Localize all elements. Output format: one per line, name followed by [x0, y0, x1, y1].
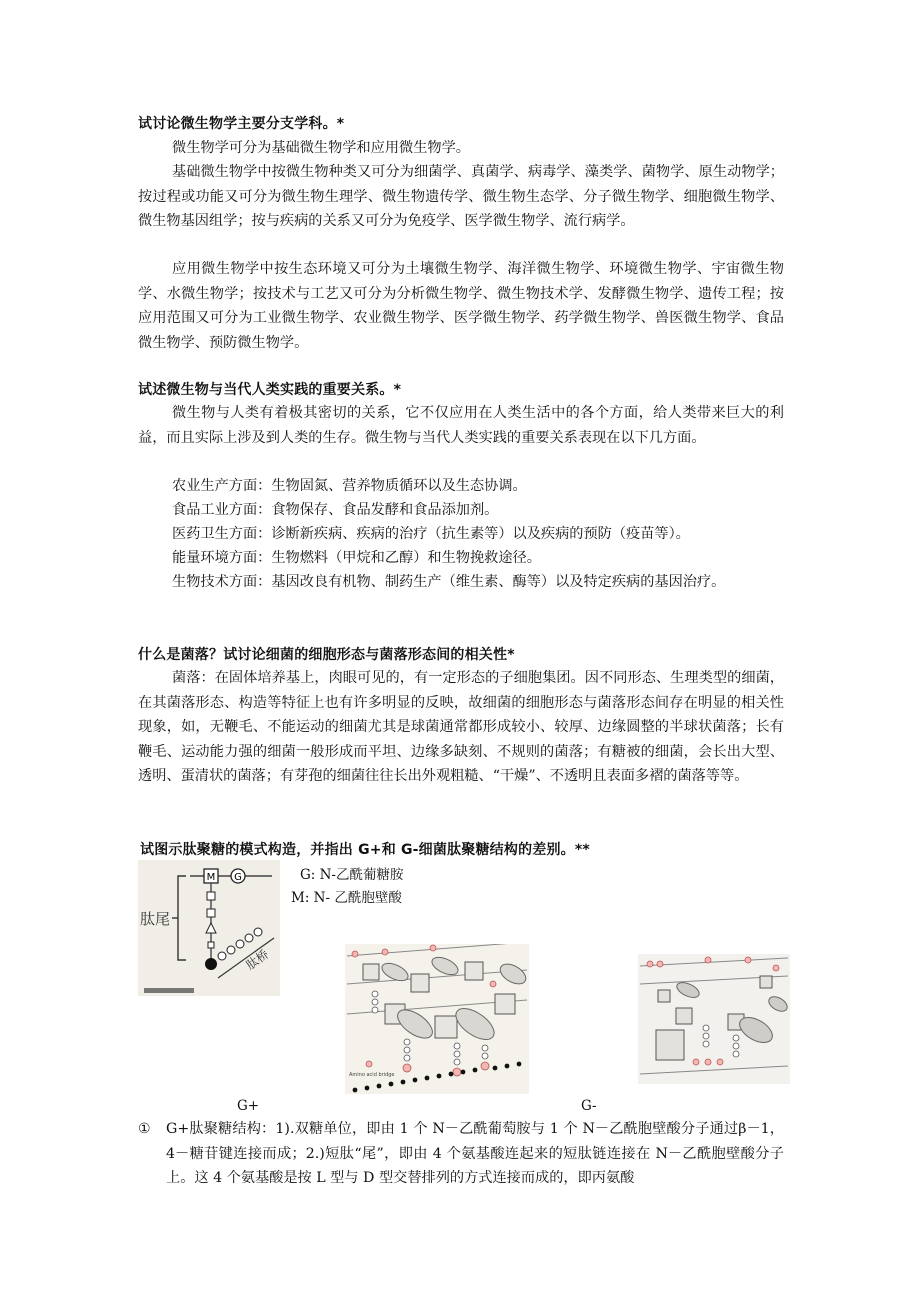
caption-gram-positive: G+ [237, 1098, 260, 1114]
section-heading-4: 试图示肽聚糖的模式构造，并指出 G+和 G-细菌肽聚糖结构的差别。** [140, 842, 590, 858]
svg-text:G: G [234, 872, 242, 883]
gram-positive-structure [345, 944, 529, 1094]
paragraph: 微生物学可分为基础微生物学和应用微生物学。 [172, 140, 470, 156]
item-text: G+肽聚糖结构：1).双糖单位，即由 1 个 N－乙酰葡萄胺与 1 个 N－乙酰胞壁酸分子通过β－1，4－糖苷键连接而成；2.)短肽“尾”，即由 4 个氨基酸连起来的短肽链连接在 N－乙酰胞壁酸分子上。这 4 个氨基酸是按 L 型与 D 型交替排列的方式连接而成的，即丙氨酸 [166, 1121, 784, 1187]
peptidoglycan-schematic [138, 860, 280, 996]
numbered-item [138, 1117, 784, 1191]
section-heading-3: 什么是菌落？试讨论细菌的细胞形态与菌落形态间的相关性* [138, 647, 515, 663]
paragraph: 食品工业方面：食物保存、食品发酵和食品添加剂。 [172, 502, 499, 518]
svg-text:M: M [206, 872, 216, 883]
paragraph: 生物技术方面：基因改良有机物、制药生产（维生素、酶等）以及特定疾病的基因治疗。 [172, 574, 726, 590]
gpos-drawing [345, 944, 529, 1094]
section-heading-1: 试讨论微生物学主要分支学科。* [138, 116, 345, 132]
paragraph: 微生物与人类有着极其密切的关系，它不仅应用在人类生活中的各个方面，给人类带来巨大的利益，而且实际上涉及到人类的生存。微生物与当代人类实践的重要关系表现在以下几方面。 [138, 405, 784, 446]
paragraph: 农业生产方面：生物固氮、营养物质循环以及生态协调。 [172, 478, 527, 494]
item-number: ① [138, 1121, 151, 1137]
paragraph: 菌落：在固体培养基上，肉眼可见的，有一定形态的子细胞集团。因不同形态、生理类型的细菌，在其菌落形态、构造等特征上也有许多明显的反映，故细菌的细胞形态与菌落形态间存在明显的相关性现象，如，无鞭毛、不能运动的细菌尤其是球菌通常都形成较小、较厚、边缘圆整的半球状菌落；长有鞭毛、运动能力强的细菌一般形成而平坦、边缘多缺刻、不规则的菌落；有糖被的细菌，会长出大型、透明、蛋清状的菌落；有芽孢的细菌往往长出外观粗糙、“干燥”、不透明且表面多褶的菌落等等。 [138, 670, 784, 785]
paragraph: 应用微生物学中按生态环境又可分为土壤微生物学、海洋微生物学、环境微生物学、宇宙微生物学、水微生物学；按技术与工艺又可分为分析微生物学、微生物技术学、发酵微生物学、遗传工程；按应用范围又可分为工业微生物学、农业微生物学、医学微生物学、药学微生物学、兽医微生物学、食品微生物学、预防微生物学。 [138, 261, 784, 351]
gneg-drawing [638, 954, 790, 1084]
bridge-label: 肽桥 [243, 946, 272, 973]
legend-g: G: N-乙酰葡糖胺 [300, 867, 404, 883]
caption-gram-negative: G- [581, 1098, 597, 1114]
legend-m: M: N- 乙酰胞壁酸 [291, 890, 402, 906]
paragraph: 医药卫生方面：诊断新疾病、疾病的治疗（抗生素等）以及疾病的预防（疫苗等）。 [172, 526, 690, 542]
tail-label: 肽尾 [140, 910, 171, 928]
paragraph: 能量环境方面：生物燃料（甲烷和乙醇）和生物挽救途径。 [172, 550, 541, 566]
amino-label: Amino acid bridge [349, 1072, 395, 1078]
section-heading-2: 试述微生物与当代人类实践的重要关系。* [138, 382, 402, 398]
gram-negative-structure [638, 954, 790, 1084]
paragraph: 基础微生物学中按微生物种类又可分为细菌学、真菌学、病毒学、藻类学、菌物学、原生动物学；按过程或功能又可分为微生物生理学、微生物遗传学、微生物生态学、分子微生物学、细胞微生物学、微生物基因组学；按与疾病的关系又可分为免疫学、医学微生物学、流行病学。 [138, 164, 784, 230]
schematic-drawing [138, 860, 280, 996]
